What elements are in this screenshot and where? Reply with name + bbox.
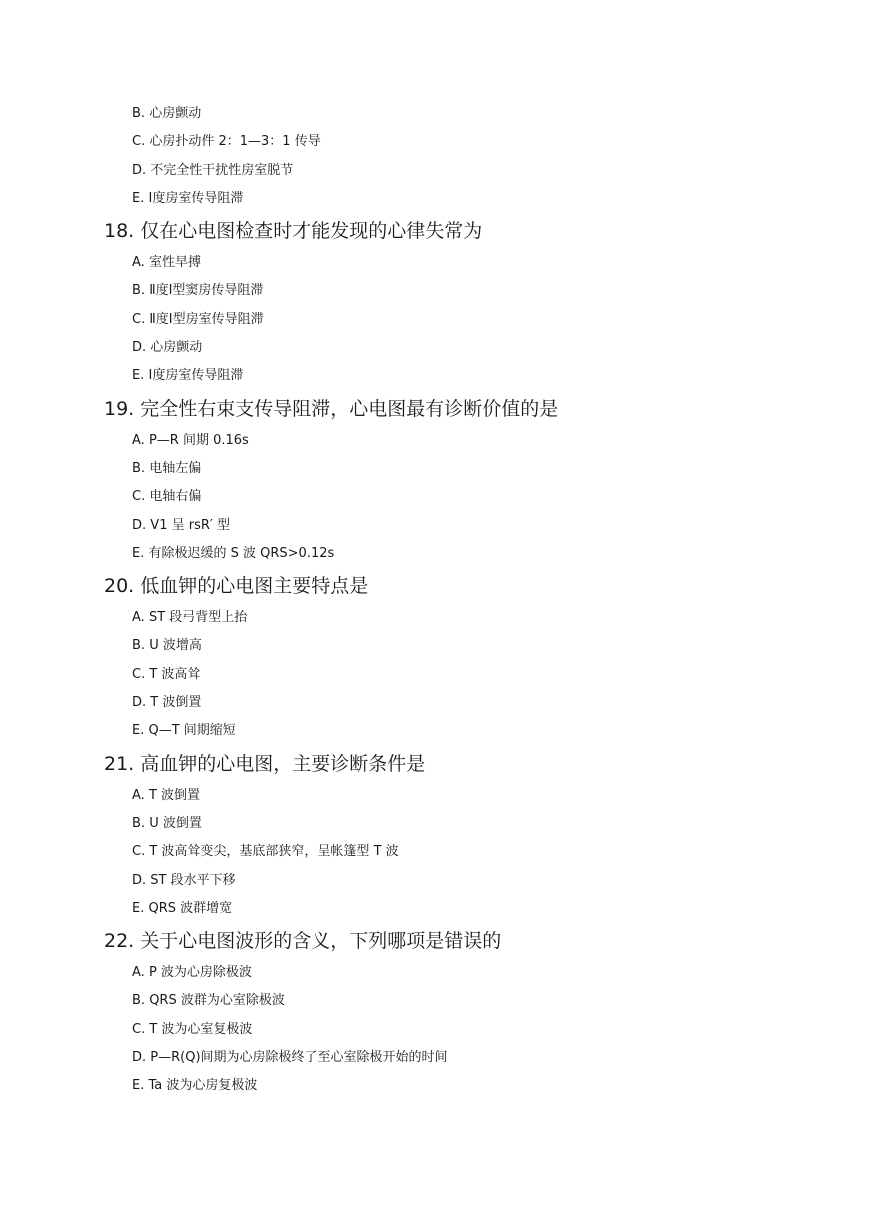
- option-text: ST 段弓背型上抬: [148, 610, 248, 626]
- answer-option: [132, 604, 804, 632]
- option-letter: E.: [132, 190, 145, 206]
- question-text: 低血钾的心电图主要特点是: [140, 575, 369, 598]
- answer-option: [132, 427, 804, 455]
- option-text: Ⅰ度房室传导阻滞: [148, 368, 244, 384]
- option-text: V1 呈 rsR′ 型: [150, 517, 230, 533]
- option-letter: D.: [132, 872, 147, 888]
- option-text: ST 段水平下移: [150, 872, 236, 888]
- option-letter: A.: [132, 787, 145, 803]
- answer-option: [132, 867, 804, 895]
- option-text: T 波高耸变尖，基底部狭窄，呈帐篷型 T 波: [149, 844, 399, 860]
- option-letter: B.: [132, 106, 146, 121]
- question-stem: [104, 213, 804, 249]
- option-letter: B.: [132, 460, 146, 476]
- answer-option: [132, 483, 804, 511]
- question-stem: [104, 568, 804, 604]
- option-letter: C.: [132, 666, 146, 682]
- option-text: 心房颤动: [149, 106, 202, 121]
- question-stem: [104, 923, 804, 959]
- option-text: QRS 波群增宽: [148, 900, 233, 916]
- option-letter: A.: [132, 610, 145, 626]
- option-letter: C.: [132, 489, 146, 505]
- question-number: 19.: [104, 397, 135, 420]
- option-letter: E.: [132, 900, 145, 916]
- question-number: 22.: [104, 930, 135, 953]
- answer-option: [132, 540, 804, 568]
- answer-option: [132, 810, 804, 838]
- option-text: T 波为心室复极波: [149, 1021, 253, 1037]
- option-text: T 波倒置: [148, 787, 201, 803]
- option-letter: A.: [132, 255, 145, 271]
- answer-option: [132, 1016, 804, 1044]
- answer-option: [132, 689, 804, 717]
- option-text: Ⅱ度Ⅰ型房室传导阻滞: [149, 311, 264, 327]
- option-text: Ⅱ度Ⅰ型窦房传导阻滞: [149, 283, 264, 299]
- answer-option: [132, 895, 804, 923]
- question-text: 高血钾的心电图，主要诊断条件是: [140, 752, 426, 775]
- question-number: 21.: [104, 752, 135, 775]
- answer-option: [132, 277, 804, 305]
- option-text: P—R(Q)间期为心房除极终了至心室除极开始的时间: [150, 1050, 448, 1066]
- option-text: 心房扑动件 2：1—3：1 传导: [149, 134, 321, 150]
- option-letter: D.: [132, 1050, 147, 1066]
- option-letter: E.: [132, 723, 145, 739]
- option-text: Ta 波为心房复极波: [148, 1078, 258, 1094]
- question-text: 完全性右束支传导阻滞，心电图最有诊断价值的是: [140, 397, 559, 420]
- option-letter: C.: [132, 1021, 146, 1037]
- option-text: P 波为心房除极波: [148, 965, 252, 981]
- answer-option: [132, 1044, 804, 1072]
- answer-option: [132, 661, 804, 689]
- answer-option: [132, 632, 804, 660]
- answer-option: [132, 249, 804, 277]
- option-text: U 波增高: [149, 638, 202, 654]
- option-text: T 波倒置: [150, 695, 202, 711]
- option-letter: E.: [132, 545, 145, 561]
- option-text: 不完全性干扰性房室脱节: [150, 162, 294, 178]
- question-text: 关于心电图波形的含义，下列哪项是错误的: [140, 930, 502, 953]
- option-text: QRS 波群为心室除极波: [149, 993, 285, 1009]
- option-letter: B.: [132, 638, 146, 654]
- option-letter: D.: [132, 517, 147, 533]
- answer-option: [132, 334, 804, 362]
- question-number: 18.: [104, 220, 135, 243]
- option-text: U 波倒置: [149, 815, 202, 831]
- option-text: 电轴右偏: [149, 489, 202, 505]
- question-stem: [104, 746, 804, 782]
- answer-option: [132, 987, 804, 1015]
- option-letter: D.: [132, 340, 147, 356]
- answer-option: [132, 838, 804, 866]
- answer-option: [132, 362, 804, 390]
- answer-option: [132, 1072, 804, 1100]
- answer-option: [132, 128, 804, 156]
- option-text: Q—T 间期缩短: [148, 723, 236, 739]
- option-letter: C.: [132, 311, 146, 327]
- question-stem: [104, 391, 804, 427]
- option-letter: A.: [132, 965, 145, 981]
- option-text: 室性早搏: [148, 255, 201, 271]
- answer-option: [132, 959, 804, 987]
- option-letter: A.: [132, 432, 145, 448]
- answer-option: [132, 157, 804, 185]
- option-letter: D.: [132, 162, 147, 178]
- option-text: Ⅰ度房室传导阻滞: [148, 190, 244, 206]
- answer-option: [132, 455, 804, 483]
- option-letter: D.: [132, 695, 147, 711]
- answer-option: [132, 100, 804, 128]
- answer-option: [132, 185, 804, 213]
- option-text: T 波高耸: [149, 666, 201, 682]
- option-letter: B.: [132, 993, 146, 1009]
- option-letter: B.: [132, 283, 146, 299]
- question-number: 20.: [104, 575, 135, 598]
- option-letter: C.: [132, 134, 146, 150]
- answer-option: [132, 717, 804, 745]
- option-text: 电轴左偏: [149, 460, 202, 476]
- option-letter: C.: [132, 844, 146, 860]
- option-text: 有除极迟缓的 S 波 QRS>0.12s: [148, 545, 335, 561]
- answer-option: [132, 782, 804, 810]
- question-list: [104, 100, 804, 1101]
- option-letter: E.: [132, 368, 145, 384]
- option-letter: B.: [132, 815, 146, 831]
- option-text: P—R 间期 0.16s: [148, 432, 249, 448]
- question-text: 仅在心电图检查时才能发现的心律失常为: [140, 220, 483, 243]
- answer-option: [132, 306, 804, 334]
- answer-option: [132, 512, 804, 540]
- option-letter: E.: [132, 1078, 145, 1094]
- option-text: 心房颤动: [150, 340, 203, 356]
